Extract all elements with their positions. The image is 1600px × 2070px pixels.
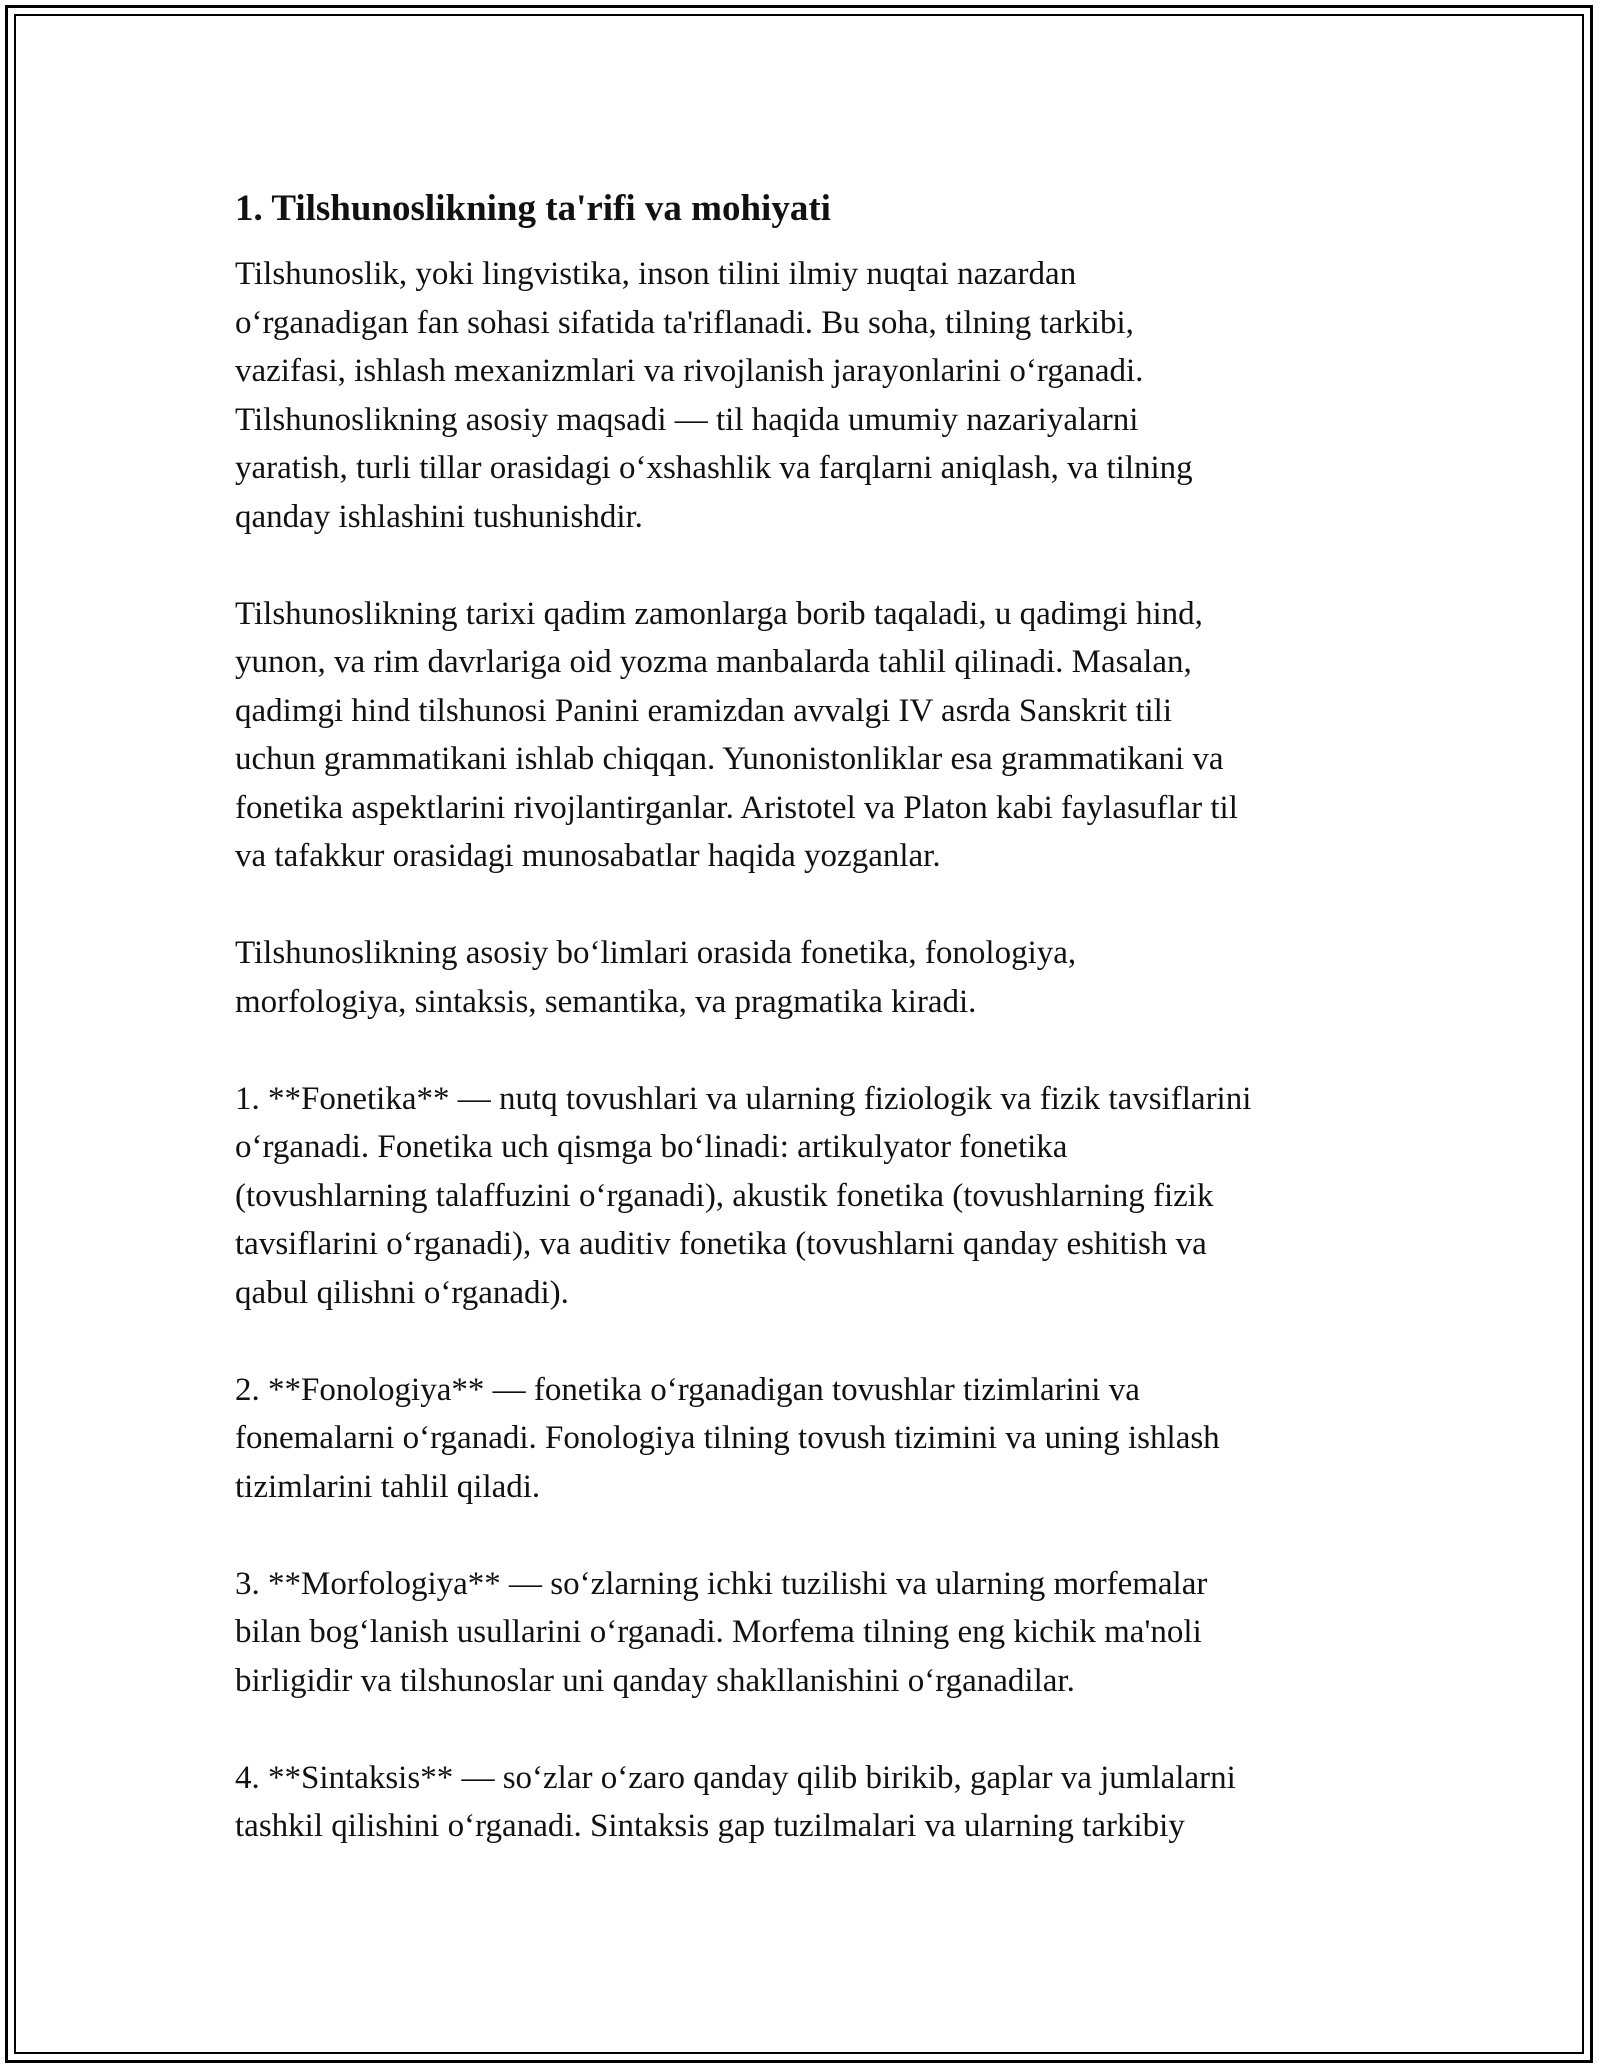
- text-line: Tilshunoslik, yoki lingvistika, inson tilini ilmiy nuqtai nazardan: [235, 256, 1077, 292]
- text-line: 2. **Fonologiya** — fonetika o‘rganadigan tovushlar tizimlarini va: [235, 1371, 1140, 1408]
- text-line: birligidir va tilshunoslar uni qanday shakllanishini o‘rganadilar.: [235, 1662, 1075, 1699]
- text-line: 4. **Sintaksis** — so‘zlar o‘zaro qanday qilib birikib, gaplar va jumlalarni: [235, 1759, 1236, 1796]
- text-line: vazifasi, ishlash mexanizmlari va rivojlanish jarayonlarini o‘rganadi.: [235, 353, 1144, 389]
- text-line: bilan bog‘lanish usullarini o‘rganadi. Morfema tilning eng kichik ma'noli: [235, 1614, 1202, 1650]
- list-item-fonetika: [235, 1075, 1375, 1318]
- text-line: Tilshunoslikning asosiy bo‘limlari orasida fonetika, fonologiya,: [235, 935, 1077, 971]
- text-line: yunon, va rim davrlariga oid yozma manbalarda tahlil qilinadi. Masalan,: [235, 644, 1192, 680]
- text-line: qadimgi hind tilshunosi Panini eramizdan avvalgi IV asrda Sanskrit tili: [235, 692, 1173, 729]
- paragraph-branches: [235, 929, 1375, 1026]
- text-line: tashkil qilishini o‘rganadi. Sintaksis gap tuzilmalari va ularning tarkibiy: [235, 1808, 1185, 1844]
- list-item-sintaksis: [235, 1754, 1375, 1851]
- section-heading: 1. Tilshunoslikning ta'rifi va mohiyati: [235, 188, 831, 229]
- text-line: va tafakkur orasidagi munosabatlar haqida yozganlar.: [235, 838, 941, 874]
- text-line: Tilshunoslikning asosiy maqsadi — til haqida umumiy nazariyalarni: [235, 401, 1139, 438]
- text-line: tavsiflarini o‘rganadi), va auditiv fonetika (tovushlarni qanday eshitish va: [235, 1226, 1207, 1262]
- paragraph-definition: [235, 250, 1375, 541]
- text-line: morfologiya, sintaksis, semantika, va pragmatika kiradi.: [235, 983, 977, 1020]
- paragraph-history: [235, 590, 1375, 881]
- text-line: 3. **Morfologiya** — so‘zlarning ichki tuzilishi va ularning morfemalar: [235, 1565, 1208, 1602]
- text-line: tizimlarini tahlil qiladi.: [235, 1468, 541, 1505]
- document-body: [235, 186, 1375, 1899]
- text-line: uchun grammatikani ishlab chiqqan. Yunonistonliklar esa grammatikani va: [235, 741, 1224, 777]
- text-line: yaratish, turli tillar orasidagi o‘xshashlik va farqlarni aniqlash, va tilning: [235, 450, 1193, 486]
- text-line: Tilshunoslikning tarixi qadim zamonlarga borib taqaladi, u qadimgi hind,: [235, 595, 1203, 632]
- text-line: o‘rganadi. Fonetika uch qismga bo‘linadi: artikulyator fonetika: [235, 1129, 1068, 1165]
- text-line: qanday ishlashini tushunishdir.: [235, 498, 643, 535]
- text-line: fonetika aspektlarini rivojlantirganlar. Aristotel va Platon kabi faylasuflar til: [235, 789, 1238, 826]
- text-line: 1. **Fonetika** — nutq tovushlari va ularning fiziologik va fizik tavsiflarini: [235, 1080, 1252, 1117]
- text-line: fonemalarni o‘rganadi. Fonologiya tilning tovush tizimini va uning ishlash: [235, 1420, 1220, 1456]
- text-line: o‘rganadigan fan sohasi sifatida ta'riflanadi. Bu soha, tilning tarkibi,: [235, 304, 1134, 341]
- list-item-fonologiya: [235, 1366, 1375, 1512]
- text-line: qabul qilishni o‘rganadi).: [235, 1274, 569, 1311]
- list-item-morfologiya: [235, 1560, 1375, 1706]
- text-line: (tovushlarning talaffuzini o‘rganadi), akustik fonetika (tovushlarning fizik: [235, 1177, 1214, 1214]
